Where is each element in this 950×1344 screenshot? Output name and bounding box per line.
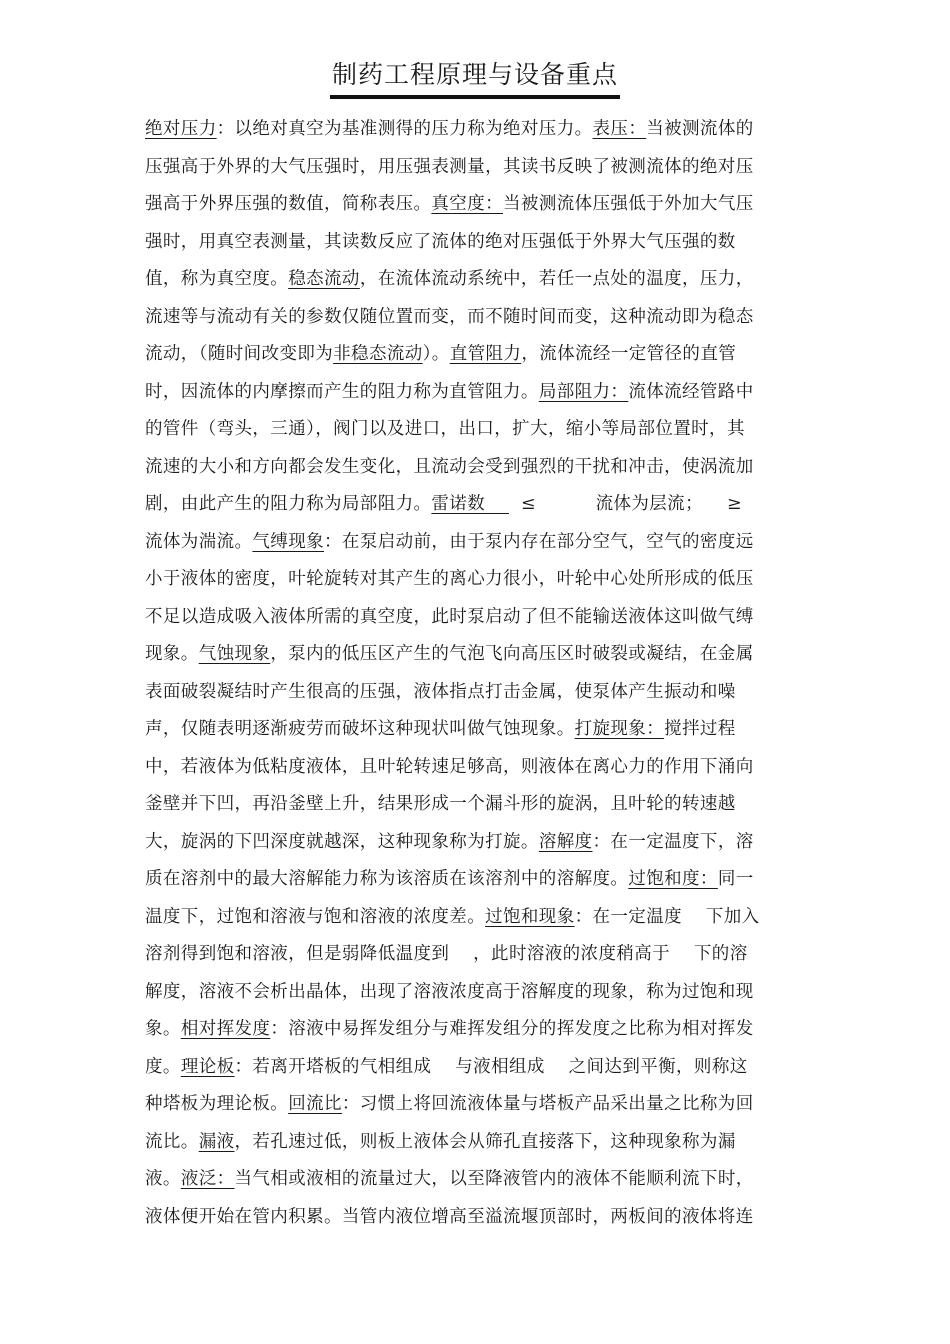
- term-highlight: 局部阻力：: [538, 381, 629, 402]
- text-line: [145, 1165, 754, 1193]
- text-line: [145, 753, 754, 781]
- text-segment: 流动，（随时间改变即为: [145, 344, 334, 364]
- text-segment: 釜壁并下凹，再沿釜壁上升，结果形成一个漏斗形的旋涡，且叶轮的转速越: [145, 794, 736, 814]
- text-line: [145, 828, 754, 856]
- text-segment: 象。: [145, 1019, 181, 1039]
- text-segment: 流体流经管路中: [628, 381, 754, 402]
- text-segment: 当气相或液相的流量过大，以至降液管内的液体不能顺利流下时，: [234, 1169, 754, 1189]
- text-line: [145, 415, 745, 443]
- text-segment: 声，仅随表明逐渐疲劳而破坏这种现状叫做气蚀现象。: [145, 719, 575, 739]
- term-highlight: 液泛：: [180, 1169, 235, 1189]
- text-segment: ）。: [422, 344, 450, 364]
- term-highlight: 相对挥发度: [180, 1019, 271, 1039]
- text-segment: 度。: [145, 1056, 181, 1077]
- text-segment: 种塔板为理论板。: [145, 1094, 289, 1114]
- text-line: [145, 453, 754, 481]
- text-segment: ：在一定温度下，溶: [592, 831, 754, 852]
- text-segment: 强时，用真空表测量，其读数反应了流体的绝对压强低于外界大气压强的数: [145, 231, 736, 252]
- text-segment: 搅拌过程: [664, 719, 736, 739]
- text-segment: 液体便开始在管内积累。当管内液位增高至溢流堰顶部时，两板间的液体将连: [145, 1206, 754, 1227]
- text-segment: 强高于外界压强的数值，简称表压。: [145, 194, 432, 214]
- term-highlight: 气蚀现象: [198, 644, 271, 664]
- text-line: [145, 115, 754, 143]
- text-line: [145, 490, 742, 518]
- text-segment: ：溶液中易挥发组分与难挥发组分的挥发度之比称为相对挥发: [270, 1019, 754, 1039]
- text-segment: 中，若液体为低粘度液体，且叶轮转速足够高，则液体在离心力的作用下涌向: [145, 756, 754, 777]
- text-segment: 表面破裂凝结时产生很高的压强，液体指点打击金属，使泵体产生振动和噪: [145, 681, 736, 702]
- text-segment: 解度，溶液不会析出晶体，出现了溶液浓度高于溶解度的现象，称为过饱和现: [145, 981, 754, 1002]
- term-highlight: 漏液: [198, 1131, 235, 1152]
- text-line: [145, 978, 754, 1006]
- text-segment: ，在流体流动系统中，若任一点处的温度，压力，: [359, 269, 754, 289]
- text-line: [145, 340, 736, 368]
- text-line: [145, 228, 736, 256]
- term-highlight: 稳态流动: [288, 269, 360, 289]
- text-line: [145, 565, 754, 593]
- text-line: [145, 1128, 736, 1156]
- text-line: [145, 265, 754, 293]
- text-line: [145, 528, 754, 556]
- text-line: [145, 790, 736, 818]
- term-highlight: 直管阻力: [449, 344, 522, 364]
- text-segment: 压强高于外界的大气压强时，用压强表测量，其读书反映了被测流体的绝对压: [145, 156, 754, 177]
- text-segment: 的管件（弯头，三通），阀门以及进口，出口，扩大，缩小等局部位置时，其: [145, 419, 745, 439]
- text-line: [145, 715, 736, 743]
- term-highlight: 绝对压力: [145, 119, 217, 139]
- text-segment: 当被测流体的: [646, 119, 754, 139]
- text-segment: 大，旋涡的下凹深度就越深，这种现象称为打旋。: [145, 831, 539, 852]
- term-highlight: 溶解度: [538, 831, 593, 852]
- term-highlight: 雷诺数: [431, 494, 509, 514]
- text-segment: 液。: [145, 1169, 181, 1189]
- text-line: [145, 603, 754, 631]
- text-segment: ：若离开塔板的气相组成 与液相组成 之间达到平衡，则称这: [234, 1056, 748, 1077]
- text-segment: 溶剂得到饱和溶液，但是弱降低温度到 ，此时溶液的浓度稍高于 下的溶: [145, 944, 748, 964]
- text-line: [145, 678, 736, 706]
- page-title: 制药工程原理与设备重点: [330, 58, 620, 99]
- text-segment: 不足以造成吸入液体所需的真空度，此时泵启动了但不能输送液体这叫做气缚: [145, 606, 754, 627]
- text-segment: 时，因流体的内摩擦而产生的阻力称为直管阻力。: [145, 381, 539, 402]
- term-highlight: 非稳态流动: [333, 344, 423, 364]
- page-title-wrap: [0, 58, 950, 99]
- text-line: [145, 378, 754, 406]
- term-highlight: 真空度：: [431, 194, 504, 214]
- text-segment: ，若孔速过低，则板上液体会从筛孔直接落下，这种现象称为漏: [234, 1131, 736, 1152]
- text-segment: 流比。: [145, 1131, 199, 1152]
- term-highlight: 回流比: [288, 1094, 342, 1114]
- term-highlight: 气缚现象: [252, 531, 325, 552]
- text-segment: ：以绝对真空为基准测得的压力称为绝对压力。: [216, 119, 593, 139]
- text-line: [145, 940, 748, 968]
- text-line: [145, 1053, 748, 1081]
- text-line: [145, 153, 754, 181]
- text-segment: ，流体流经一定管径的直管: [521, 344, 737, 364]
- text-segment: 流体为湍流。: [145, 531, 253, 552]
- text-line: [145, 1090, 754, 1118]
- text-segment: 流速等与流动有关的参数仅随位置而变，而不随时间而变，这种流动即为稳态: [145, 306, 754, 327]
- text-segment: 质在溶剂中的最大溶解能力称为该溶质在该溶剂中的溶解度。: [145, 869, 629, 889]
- text-segment: ≤ 流体为层流； ≥: [508, 494, 742, 514]
- text-line: [145, 1203, 754, 1231]
- text-segment: 同一: [717, 869, 754, 889]
- term-highlight: 过饱和度：: [628, 869, 718, 889]
- term-highlight: 理论板: [180, 1056, 235, 1077]
- text-line: [145, 903, 760, 931]
- text-segment: ：在泵启动前，由于泵内存在部分空气，空气的密度远: [324, 531, 754, 552]
- text-segment: 剧，由此产生的阻力称为局部阻力。: [145, 494, 432, 514]
- text-segment: 小于液体的密度，叶轮旋转对其产生的离心力很小，叶轮中心处所形成的低压: [145, 569, 754, 589]
- text-line: [145, 190, 754, 218]
- text-segment: ：习惯上将回流液体量与塔板产品采出量之比称为回: [341, 1094, 754, 1114]
- text-line: [145, 1015, 754, 1043]
- text-segment: 值，称为真空度。: [145, 269, 289, 289]
- text-line: [145, 303, 754, 331]
- text-segment: 流速的大小和方向都会发生变化，且流动会受到强烈的干扰和冲击，使涡流加: [145, 456, 754, 477]
- text-segment: ，泵内的低压区产生的气泡飞向高压区时破裂或凝结，在金属: [270, 644, 754, 664]
- text-segment: 现象。: [145, 644, 199, 664]
- text-line: [145, 865, 754, 893]
- text-line: [145, 640, 754, 668]
- text-segment: 当被测流体压强低于外加大气压: [503, 194, 754, 214]
- text-segment: ：在一定温度 下加入: [574, 906, 760, 927]
- term-highlight: 表压：: [592, 119, 647, 139]
- text-segment: 温度下，过饱和溶液与饱和溶液的浓度差。: [145, 906, 486, 927]
- term-highlight: 打旋现象：: [574, 719, 665, 739]
- term-highlight: 过饱和现象: [485, 906, 575, 927]
